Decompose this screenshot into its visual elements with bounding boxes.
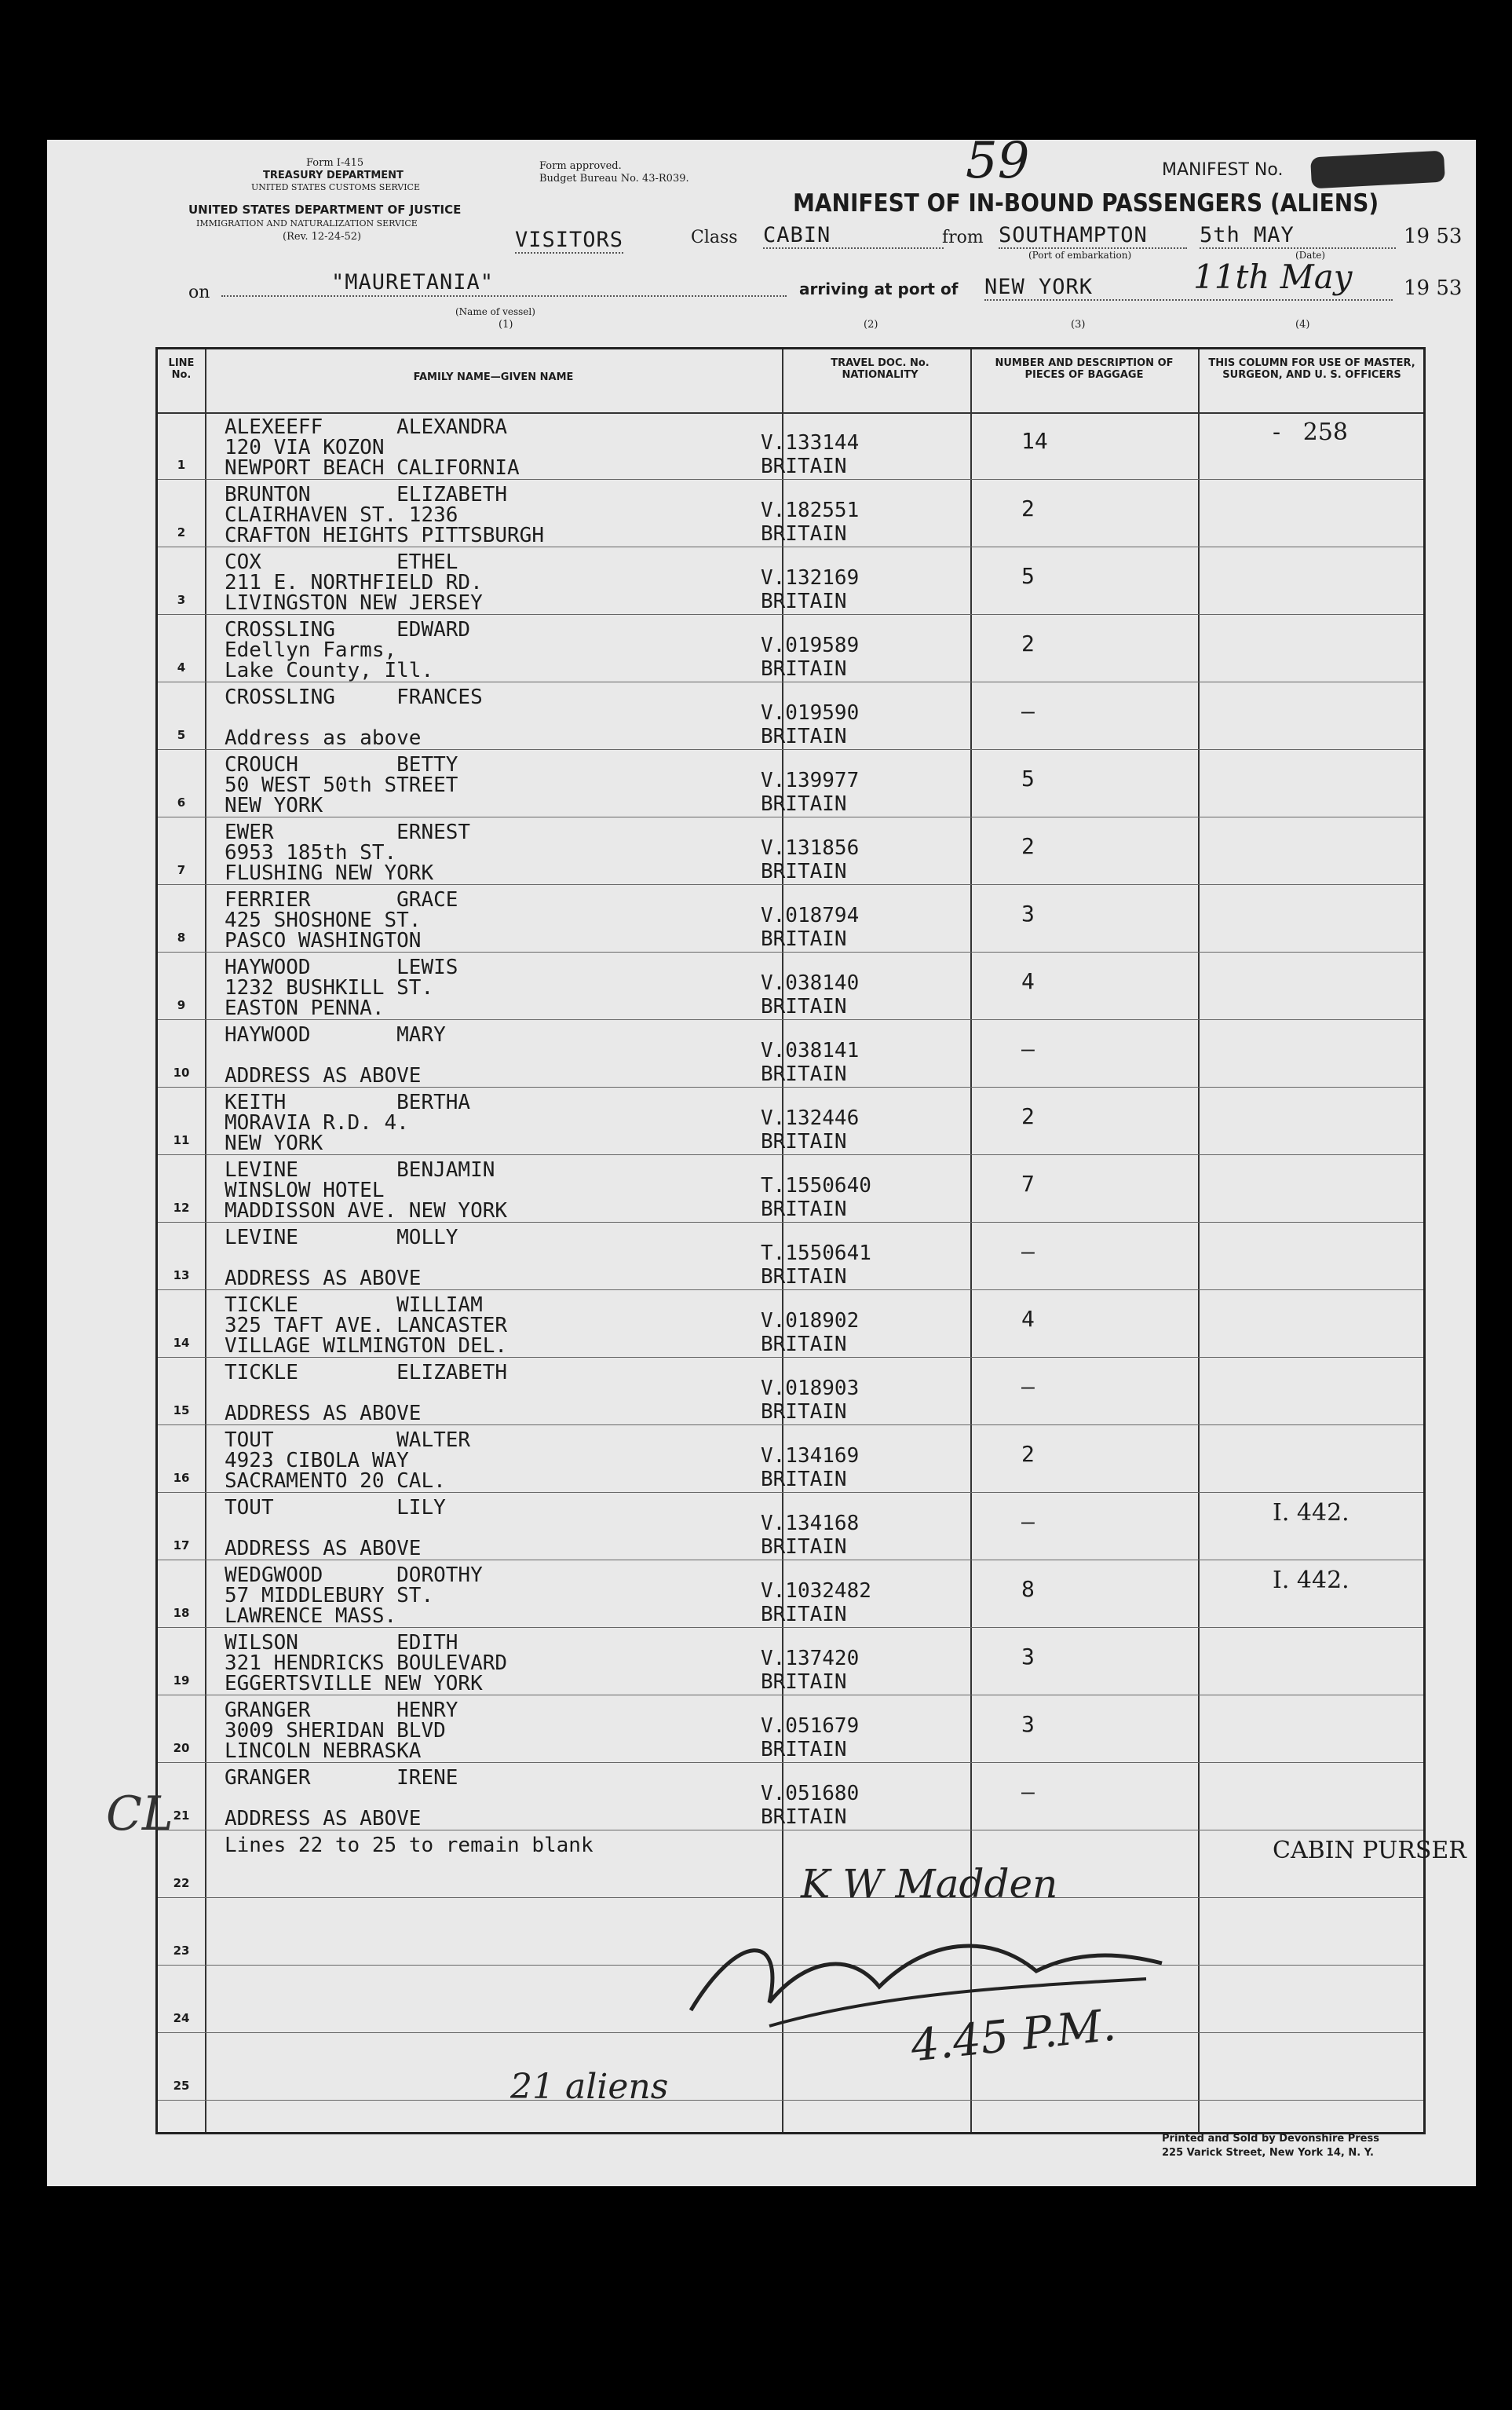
col-header-line: LINE No. <box>168 357 195 381</box>
address-line-2: NEW YORK <box>225 1132 323 1155</box>
ins-heading: IMMIGRATION AND NATURALIZATION SERVICE <box>196 218 418 229</box>
line-number: 7 <box>177 863 186 877</box>
address-line-1: 211 E. NORTHFIELD RD. <box>225 571 483 594</box>
address-line-1: Edellyn Farms, <box>225 638 397 662</box>
address-line-1: 321 HENDRICKS BOULEVARD <box>225 1651 508 1675</box>
travel-doc-number: V.018903 <box>761 1377 860 1400</box>
col-num-3: (3) <box>1071 319 1086 331</box>
line-number: 4 <box>177 660 186 675</box>
date-value: 5th MAY <box>1200 223 1396 249</box>
address-line-2: LAWRENCE MASS. <box>225 1604 397 1628</box>
baggage-count: 14 <box>1021 428 1048 454</box>
address-line-1: 425 SHOSHONE ST. <box>225 909 422 932</box>
officer-note: CABIN PURSER <box>1273 1837 1466 1864</box>
baggage-count: 7 <box>1021 1171 1035 1197</box>
baggage-count: — <box>1021 1036 1035 1062</box>
baggage-count: — <box>1021 1779 1035 1805</box>
from-value: SOUTHAMPTON <box>999 223 1187 249</box>
line-number: 8 <box>177 931 186 945</box>
nationality: BRITAIN <box>761 995 847 1018</box>
baggage-count: 2 <box>1021 496 1035 521</box>
address-line-2: SACRAMENTO 20 CAL. <box>225 1469 446 1493</box>
address-line-1: 57 MIDDLEBURY ST. <box>225 1584 434 1607</box>
treasury-dept: TREASURY DEPARTMENT <box>263 170 404 181</box>
table-row <box>158 1358 1423 1425</box>
budget-bureau: Budget Bureau No. 43-R039. <box>539 173 689 185</box>
table-row <box>158 817 1423 885</box>
address-line-2: CRAFTON HEIGHTS PITTSBURGH <box>225 524 544 547</box>
address-line-2: PASCO WASHINGTON <box>225 929 422 953</box>
table-row <box>158 547 1423 615</box>
col-header-name: FAMILY NAME—GIVEN NAME <box>413 371 574 383</box>
table-row <box>158 1155 1423 1223</box>
baggage-count: 2 <box>1021 631 1035 656</box>
nationality: BRITAIN <box>761 860 847 883</box>
line-number: 18 <box>173 1606 190 1620</box>
arriving-label: arriving at port of <box>799 280 959 298</box>
travel-doc-number: V.133144 <box>761 431 860 455</box>
form-approved: Form approved. <box>539 160 622 172</box>
address-line-2: LIVINGSTON NEW JERSEY <box>225 591 483 615</box>
passenger-name: TOUT WALTER <box>225 1428 471 1452</box>
baggage-count: — <box>1021 1509 1035 1534</box>
baggage-count: 8 <box>1021 1576 1035 1602</box>
line-number: 2 <box>177 525 186 539</box>
baggage-count: — <box>1021 1238 1035 1264</box>
baggage-count: 4 <box>1021 968 1035 994</box>
table-row <box>158 1020 1423 1088</box>
travel-doc-number: V.139977 <box>761 769 860 792</box>
address-line-2: VILLAGE WILMINGTON DEL. <box>225 1334 508 1358</box>
line-number: 12 <box>173 1201 190 1215</box>
baggage-count: 2 <box>1021 1103 1035 1129</box>
baggage-count: 3 <box>1021 901 1035 927</box>
travel-doc-number: V.051680 <box>761 1782 860 1805</box>
printer-line-1: Printed and Sold by Devonshire Press <box>1162 2133 1379 2145</box>
passenger-name: HAYWOOD LEWIS <box>225 956 458 979</box>
vessel-underline <box>221 295 787 297</box>
line-number: 1 <box>177 458 186 472</box>
baggage-count: 5 <box>1021 563 1035 589</box>
table-row <box>158 1830 1466 1898</box>
nationality: BRITAIN <box>761 1333 847 1356</box>
line-number: 9 <box>177 998 186 1012</box>
margin-mark: CL <box>106 1786 173 1841</box>
table-row <box>158 1425 1423 1493</box>
passenger-name: LEVINE BENJAMIN <box>225 1158 495 1182</box>
table-row <box>158 682 1423 750</box>
table-row <box>158 885 1423 953</box>
travel-doc-number: V.137420 <box>761 1647 860 1670</box>
nationality: BRITAIN <box>761 927 847 951</box>
officer-note: - 258 <box>1273 419 1349 446</box>
line-number: 20 <box>173 1741 190 1755</box>
address-line-1: CLAIRHAVEN ST. 1236 <box>225 503 458 527</box>
on-label: on <box>188 283 210 302</box>
travel-doc-number: V.018794 <box>761 904 860 927</box>
baggage-count: 4 <box>1021 1306 1035 1332</box>
address-line-2: MADDISSON AVE. NEW YORK <box>225 1199 508 1223</box>
passenger-name: COX ETHEL <box>225 550 458 574</box>
baggage-count: 3 <box>1021 1644 1035 1669</box>
address-line-2: ADDRESS AS ABOVE <box>225 1064 422 1088</box>
nationality: BRITAIN <box>761 590 847 613</box>
line-number: 21 <box>173 1808 190 1823</box>
address-line-2: ADDRESS AS ABOVE <box>225 1267 422 1290</box>
travel-doc-number: V.038140 <box>761 971 860 995</box>
address-line-2: LINCOLN NEBRASKA <box>225 1739 422 1763</box>
table-row <box>158 1628 1423 1695</box>
nationality: BRITAIN <box>761 1535 847 1559</box>
manifest-no-label: MANIFEST No. <box>1162 160 1284 180</box>
line-number: 13 <box>173 1268 190 1282</box>
nationality: BRITAIN <box>761 1198 847 1221</box>
passenger-name: EWER ERNEST <box>225 821 471 844</box>
baggage-count: 2 <box>1021 1441 1035 1467</box>
doj-heading: UNITED STATES DEPARTMENT OF JUSTICE <box>188 203 462 217</box>
table-row <box>158 1493 1423 1560</box>
travel-doc-number: V.182551 <box>761 499 860 522</box>
passenger-name: GRANGER HENRY <box>225 1699 458 1722</box>
officer-note: I. 442. <box>1273 1499 1349 1527</box>
table-row <box>158 480 1423 547</box>
address-line-1: WINSLOW HOTEL <box>225 1179 385 1202</box>
nationality: BRITAIN <box>761 522 847 546</box>
passenger-name: BRUNTON ELIZABETH <box>225 483 508 507</box>
travel-doc-number: V.051679 <box>761 1714 860 1738</box>
address-line-2: FLUSHING NEW YORK <box>225 861 434 885</box>
col-num-4: (4) <box>1295 319 1310 331</box>
table-row <box>158 750 1423 817</box>
address-line-2: Address as above <box>225 726 422 750</box>
address-line-2: Lake County, Ill. <box>225 659 434 682</box>
nationality: BRITAIN <box>761 792 847 816</box>
passenger-name: CROSSLING EDWARD <box>225 618 471 642</box>
travel-doc-number: T.1550640 <box>761 1174 871 1198</box>
col-header-baggage: NUMBER AND DESCRIPTION OF PIECES OF BAGGAGE <box>995 357 1174 381</box>
travel-doc-number: V.132446 <box>761 1106 860 1130</box>
baggage-count: 5 <box>1021 766 1035 792</box>
line-number: 11 <box>173 1133 190 1147</box>
passenger-name: TICKLE WILLIAM <box>225 1293 483 1317</box>
nationality: BRITAIN <box>761 1062 847 1086</box>
table-row <box>158 1763 1423 1830</box>
nationality: BRITAIN <box>761 1130 847 1154</box>
nationality: BRITAIN <box>761 725 847 748</box>
table-row <box>158 953 1423 1020</box>
line-number: 14 <box>173 1336 190 1350</box>
passenger-table <box>155 347 1466 2134</box>
port-embarkation-caption: (Port of embarkation) <box>1028 250 1132 261</box>
table-row <box>158 1560 1423 1628</box>
address-line-2: ADDRESS AS ABOVE <box>225 1807 422 1830</box>
table-row <box>158 412 1423 480</box>
table-row <box>158 615 1423 682</box>
passenger-name: CROUCH BETTY <box>225 753 458 777</box>
passenger-name: TICKLE ELIZABETH <box>225 1361 508 1384</box>
address-line-2: EASTON PENNA. <box>225 997 385 1020</box>
redacted-scribble <box>1310 151 1445 189</box>
class-value: CABIN <box>763 223 944 249</box>
address-line-1: 1232 BUSHKILL ST. <box>225 976 434 1000</box>
table-row <box>158 1223 1423 1290</box>
travel-doc-number: V.131856 <box>761 836 860 860</box>
line-number: 17 <box>173 1538 190 1552</box>
printer-line-2: 225 Varick Street, New York 14, N. Y. <box>1162 2147 1374 2159</box>
nationality: BRITAIN <box>761 1670 847 1694</box>
officer-note: I. 442. <box>1273 1567 1349 1594</box>
passenger-name: Lines 22 to 25 to remain blank <box>225 1834 593 1857</box>
arriving-port: NEW YORK <box>984 275 1393 301</box>
nationality: BRITAIN <box>761 1400 847 1424</box>
visitors-label: VISITORS <box>515 228 624 252</box>
address-line-1: 120 VIA KOZON <box>225 436 385 459</box>
line-number: 5 <box>177 728 186 742</box>
line-number: 10 <box>173 1066 190 1080</box>
class-label: Class <box>691 228 738 247</box>
travel-doc-number: V.134168 <box>761 1512 860 1535</box>
address-line-2: NEW YORK <box>225 794 323 817</box>
travel-doc-number: V.134169 <box>761 1444 860 1468</box>
address-line-1: 6953 185th ST. <box>225 841 397 865</box>
baggage-count: 2 <box>1021 833 1035 859</box>
customs-service: UNITED STATES CUSTOMS SERVICE <box>251 182 420 192</box>
baggage-count: — <box>1021 698 1035 724</box>
address-line-1: 4923 CIBOLA WAY <box>225 1449 409 1472</box>
travel-doc-number: V.132169 <box>761 566 860 590</box>
line-number: 22 <box>173 1876 190 1890</box>
time-annotation: 4.45 P.M. <box>908 1999 1119 2072</box>
vessel-name: "MAURETANIA" <box>331 270 495 294</box>
address-line-1: 325 TAFT AVE. LANCASTER <box>225 1314 508 1337</box>
travel-doc-number: V.019589 <box>761 634 860 657</box>
address-line-2: EGGERTSVILLE NEW YORK <box>225 1672 483 1695</box>
travel-doc-number: V.1032482 <box>761 1579 871 1603</box>
line-number: 3 <box>177 593 186 607</box>
year-1: 19 53 <box>1404 225 1463 248</box>
col-header-doc: TRAVEL DOC. No. NATIONALITY <box>831 357 929 381</box>
line-number: 6 <box>177 795 186 810</box>
nationality: BRITAIN <box>761 1603 847 1626</box>
address-line-1: 3009 SHERIDAN BLVD <box>225 1719 446 1743</box>
nationality: BRITAIN <box>761 455 847 478</box>
line-number: 19 <box>173 1673 190 1688</box>
baggage-count: — <box>1021 1373 1035 1399</box>
table-row <box>158 1088 1423 1155</box>
nationality: BRITAIN <box>761 657 847 681</box>
travel-doc-number: V.019590 <box>761 701 860 725</box>
address-line-1: MORAVIA R.D. 4. <box>225 1111 409 1135</box>
address-line-2: NEWPORT BEACH CALIFORNIA <box>225 456 520 480</box>
nationality: BRITAIN <box>761 1265 847 1289</box>
passenger-name: ALEXEEFF ALEXANDRA <box>225 415 508 439</box>
passenger-name: TOUT LILY <box>225 1496 446 1520</box>
passenger-name: CROSSLING FRANCES <box>225 686 483 709</box>
table-row <box>158 1290 1423 1358</box>
row-divider <box>158 2100 1423 2101</box>
nationality: BRITAIN <box>761 1738 847 1761</box>
line-number: 15 <box>173 1403 190 1417</box>
arrival-date-handwritten: 11th May <box>1193 258 1353 296</box>
year-2: 19 53 <box>1404 276 1463 300</box>
manifest-number-handwritten: 59 <box>966 132 1030 190</box>
signature: K W Madden <box>801 1861 1058 1907</box>
date-caption: (Date) <box>1295 250 1326 261</box>
table-row <box>158 1695 1423 1763</box>
alien-count: 21 aliens <box>510 2067 669 2107</box>
form-number: Form I-415 <box>306 157 364 169</box>
travel-doc-number: V.018902 <box>761 1309 860 1333</box>
baggage-count: 3 <box>1021 1711 1035 1737</box>
passenger-name: WEDGWOOD DOROTHY <box>225 1563 483 1587</box>
col-header-officers: THIS COLUMN FOR USE OF MASTER, SURGEON, AND U. S. OFFICERS <box>1208 357 1415 381</box>
vessel-caption: (Name of vessel) <box>455 306 535 317</box>
line-number: 24 <box>173 2011 190 2025</box>
form-revision: (Rev. 12-24-52) <box>283 231 362 243</box>
passenger-name: GRANGER IRENE <box>225 1766 458 1790</box>
from-label: from <box>942 228 984 247</box>
col-num-1: (1) <box>499 319 513 331</box>
nationality: BRITAIN <box>761 1468 847 1491</box>
col-num-2: (2) <box>864 319 878 331</box>
address-line-2: ADDRESS AS ABOVE <box>225 1537 422 1560</box>
line-number: 25 <box>173 2079 190 2093</box>
passenger-name: FERRIER GRACE <box>225 888 458 912</box>
line-number: 23 <box>173 1944 190 1958</box>
travel-doc-number: V.038141 <box>761 1039 860 1062</box>
line-number: 16 <box>173 1471 190 1485</box>
passenger-name: KEITH BERTHA <box>225 1091 471 1114</box>
passenger-name: LEVINE MOLLY <box>225 1226 458 1249</box>
passenger-name: HAYWOOD MARY <box>225 1023 446 1047</box>
address-line-2: ADDRESS AS ABOVE <box>225 1402 422 1425</box>
travel-doc-number: T.1550641 <box>761 1242 871 1265</box>
address-line-1: 50 WEST 50th STREET <box>225 773 458 797</box>
passenger-name: WILSON EDITH <box>225 1631 458 1655</box>
manifest-title: MANIFEST OF IN-BOUND PASSENGERS (ALIENS) <box>793 188 1379 218</box>
nationality: BRITAIN <box>761 1805 847 1829</box>
